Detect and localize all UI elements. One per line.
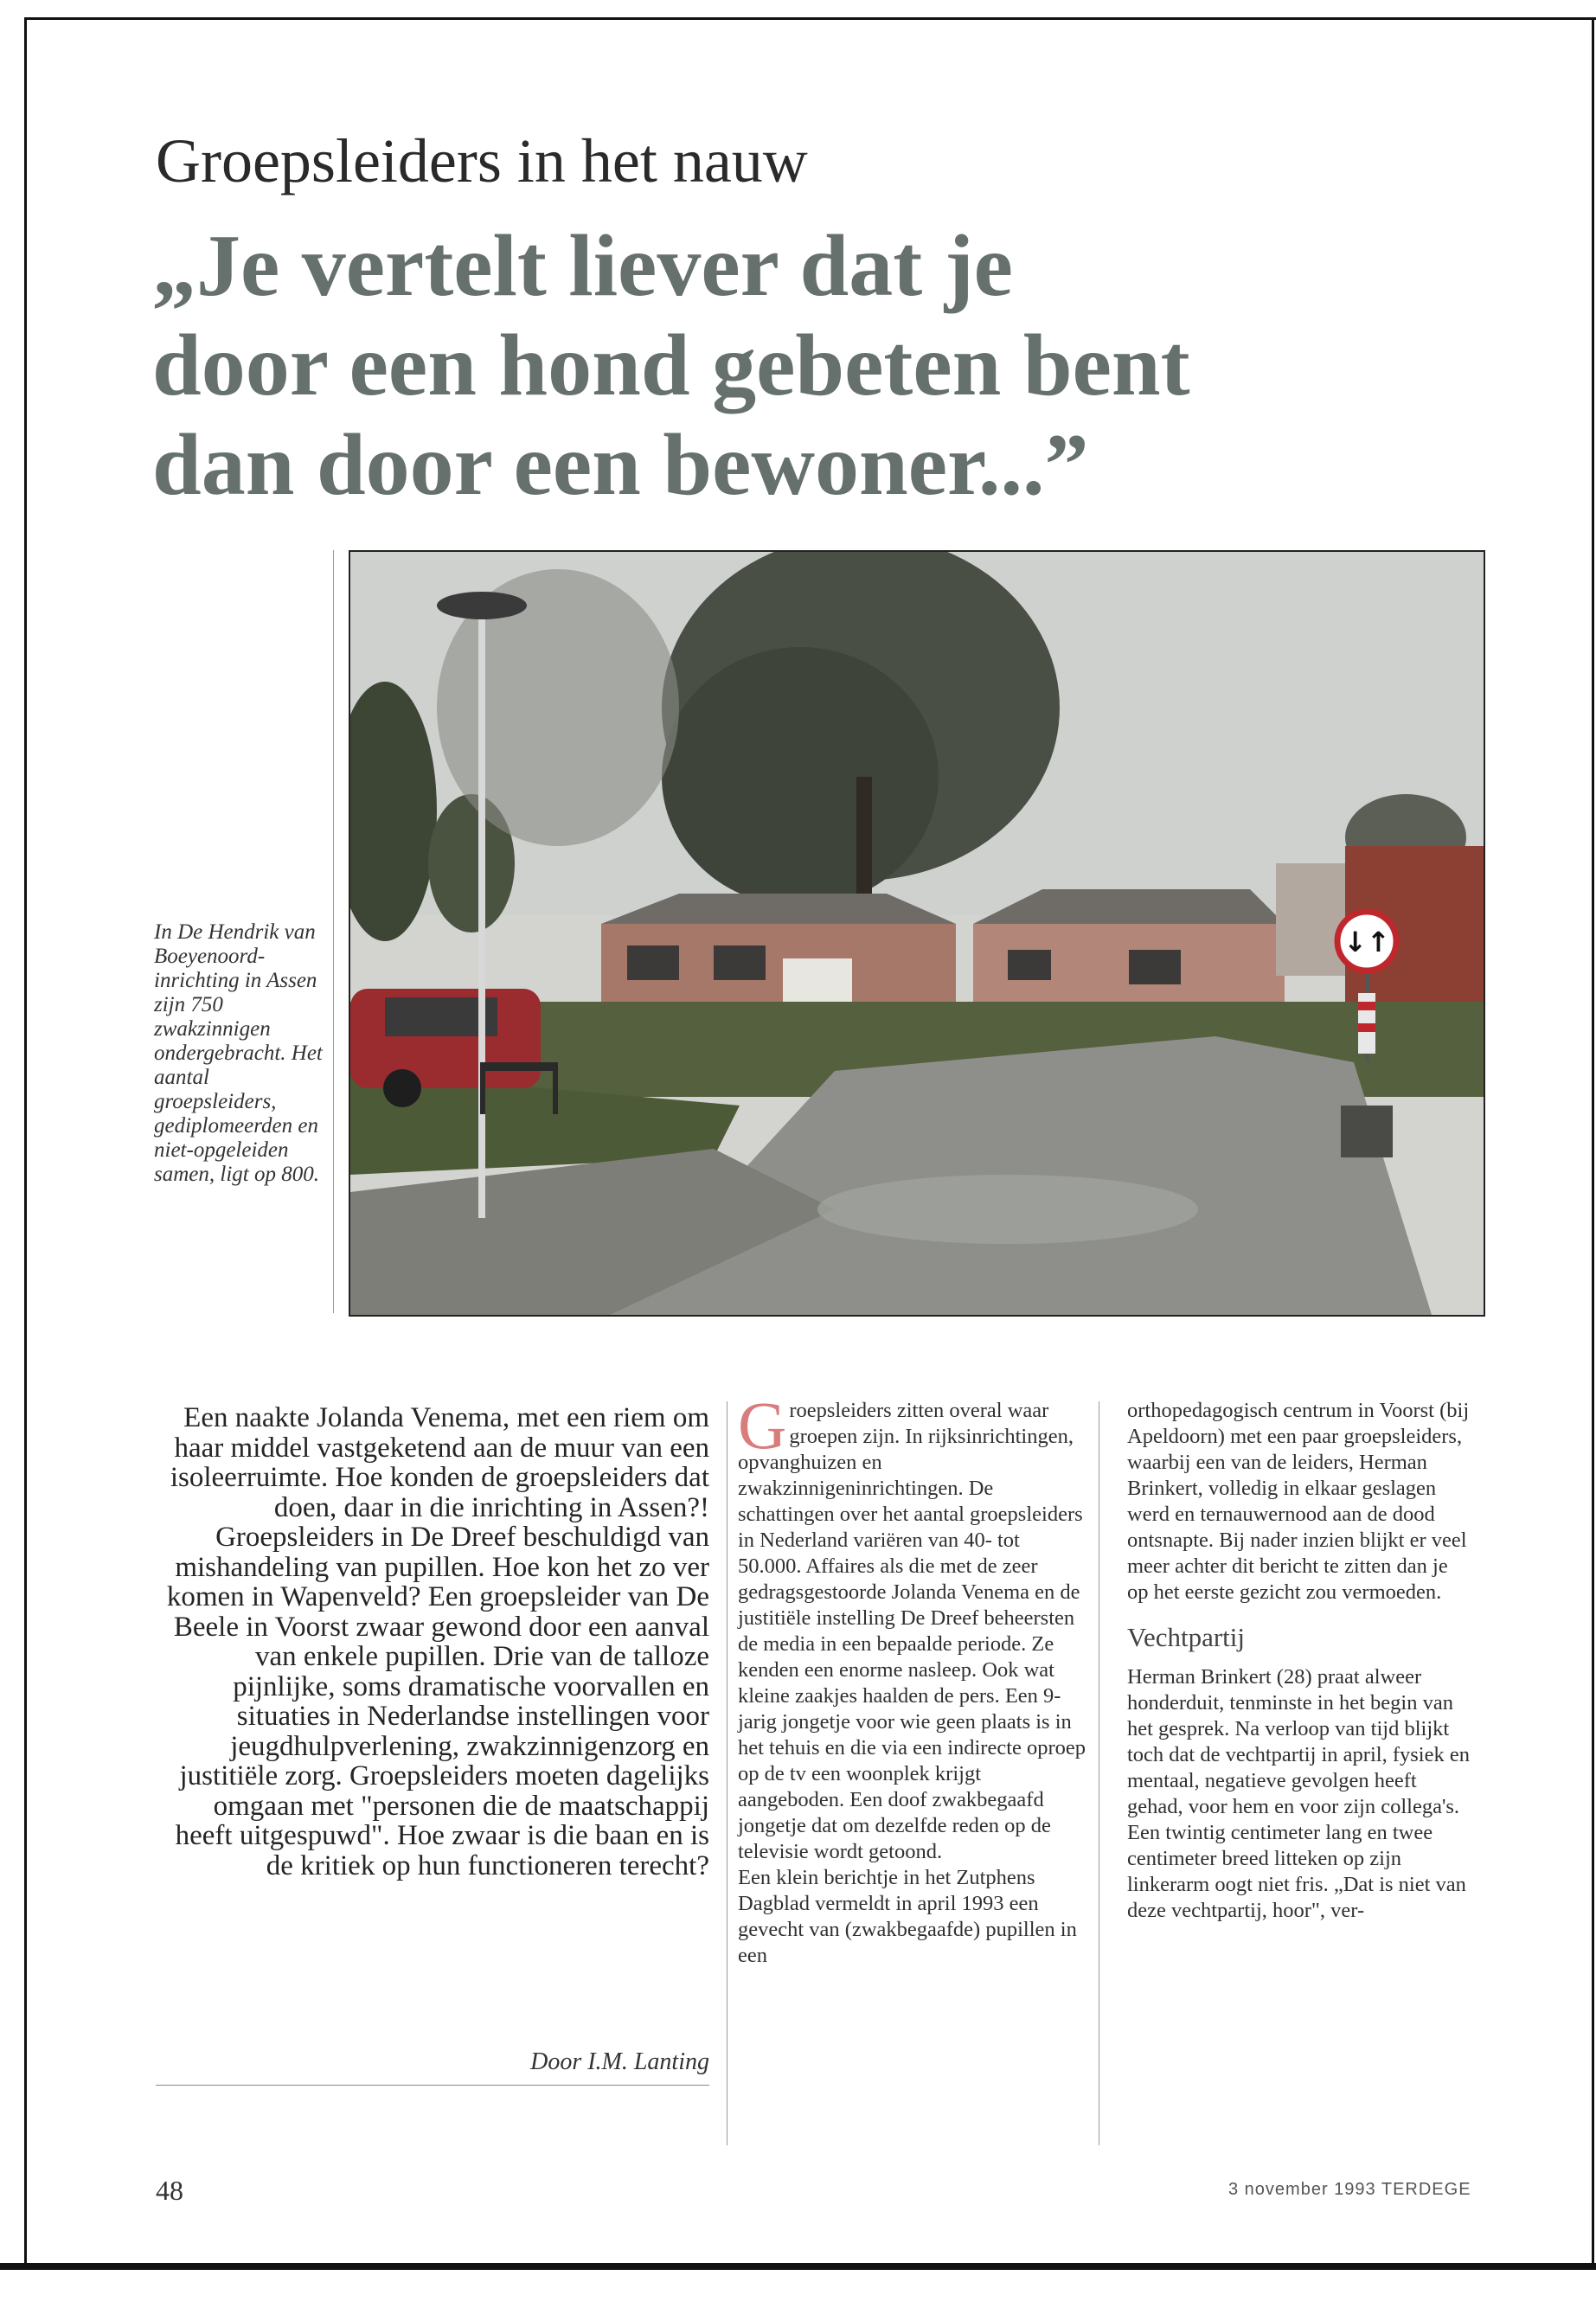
page-frame-top: [24, 17, 1596, 20]
institution-photo: [349, 550, 1485, 1317]
caption-divider: [333, 550, 334, 1313]
page-number: 48: [156, 2175, 183, 2206]
issue-footer: 3 november 1993 TERDEGE: [1228, 2180, 1471, 2199]
column3-paragraph-2: Herman Brinkert (28) praat alweer honderduit, tenminste in het begin van het gesprek. Na verloop van tijd blijkt toch dat de vechtpartij in april, fysiek en mentaal, negatieve gevolgen heeft gehad, voor hem en voor zijn collega's. Een twintig centimeter lang en twee centimeter breed litteken op zijn linkerarm oogt niet fris. „Dat is niet van deze vechtpartij, hoor", ver-: [1127, 1665, 1470, 1922]
body-column-2: [738, 1388, 1088, 1969]
column3-paragraph-1: orthopedagogisch centrum in Voorst (bij Apeldoorn) met een paar groepsleiders, waarbij een van de leiders, Herman Brinkert, volledig in elkaar geslagen werd en ternauwernood aan de dood ontsnapte. Bij nader inzien blijkt er veel meer achter dit bericht te zitten dan je op het eerste gezicht zou vermoeden.: [1127, 1399, 1470, 1604]
section-subhead: Vechtpartij: [1127, 1622, 1246, 1652]
article-headline: [152, 216, 1536, 515]
photo-illustration: [350, 552, 1484, 1315]
column2-paragraph-1: Groepsleiders zitten overal waar groepen zijn. In rijksinrichtingen, opvanghuizen en zwakzinnigeninrichtingen. De schattingen over het aantal groepsleiders in Nederland variëren van 40- tot 50.000. Affaires als die met de zeer gedragsgestoorde Jolanda Venema en de justitiële instelling De Dreef beheersten de media in een bepaalde periode. Ze kenden een enorme nasleep. Ook wat kleine zaakjes haalden de pers. Een 9-jarig jongetje voor wie geen plaats is in het tehuis en die via een indirecte oproep op de tv een woonplek krijgt aangeboden. Een doof zwakbegaafd jongetje dat om dezelfde reden op de televisie wordt getoond.: [738, 1388, 1086, 1863]
body-column-3: [1127, 1398, 1473, 1924]
intro-divider: [156, 2085, 709, 2086]
article-kicker: Groepsleiders in het nauw: [156, 126, 808, 195]
headline-line-3: dan door een bewoner...”: [152, 416, 1089, 514]
column2-paragraph-2: Een klein berichtje in het Zutphens Dagblad vermeldt in april 1993 een gevecht van (zwakbegaafde) pupillen in een: [738, 1866, 1077, 1967]
page-frame-left: [24, 17, 27, 2266]
headline-line-1: „Je vertelt liever dat je: [152, 217, 1013, 315]
page-frame-bottom: [0, 2263, 1596, 2270]
photo-caption: In De Hendrik van Boeyenoord-inrichting in Assen zijn 750 zwakzinnigen ondergebracht. Het aantal groepsleiders, gediplomeerden en niet-opgeleiden samen, ligt op 800.: [154, 920, 323, 1186]
sign-arrows-icon: ↓↑: [1343, 926, 1390, 958]
page-frame-right: [1592, 17, 1594, 2266]
headline-line-2: door een hond gebeten bent: [152, 317, 1190, 414]
article-intro: Een naakte Jolanda Venema, met een riem om haar middel vastgeketend aan de muur van een isoleerruimte. Hoe konden de groepsleiders dat doen, daar in die inrichting in Assen?! Groepsleiders in De Dreef beschuldigd van mishandeling van pupillen. Hoe kon het zo ver komen in Wapenveld? Een groepsleider van De Beele in Voorst zwaar gewond door een aanval van enkele pupillen. Drie van de talloze pijnlijke, soms dramatische voorvallen en situaties in Nederlandse instellingen voor jeugdhulpverlening, zwakzinnigenzorg en justitiële zorg. Groepsleiders moeten dagelijks omgaan met "personen die de maatschappij heeft uitgespuwd". Hoe zwaar is die baan en is de kritiek op hun functioneren terecht?: [166, 1402, 709, 1881]
drop-cap: G: [738, 1388, 787, 1463]
article-byline: Door I.M. Lanting: [530, 2048, 709, 2075]
